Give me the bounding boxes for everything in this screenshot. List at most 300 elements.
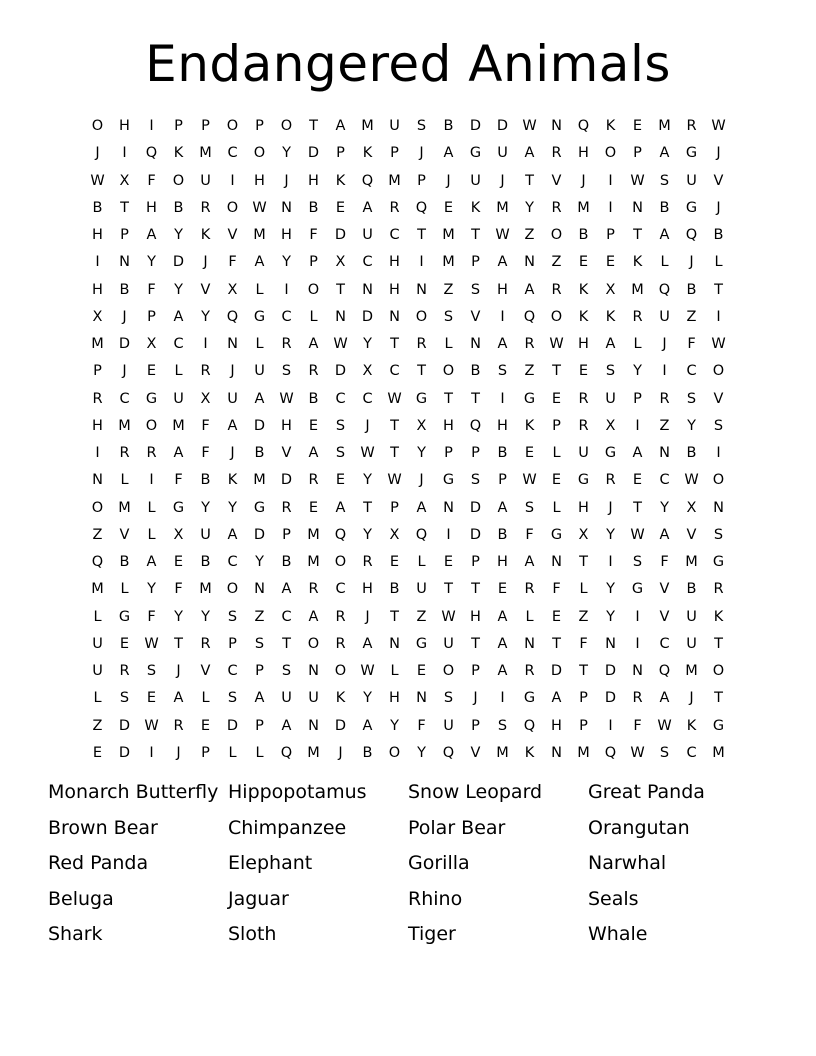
grid-letter: A — [416, 499, 427, 516]
grid-letter: T — [579, 554, 588, 570]
grid-letter: B — [173, 199, 184, 216]
grid-letter: H — [92, 417, 103, 434]
grid-letter: P — [390, 145, 399, 162]
grid-letter: A — [173, 308, 184, 325]
grid-letter: E — [335, 199, 346, 216]
grid-letter: R — [551, 199, 562, 216]
grid-letter: D — [469, 118, 482, 134]
grid-letter: D — [253, 417, 266, 434]
grid-letter: F — [201, 445, 210, 461]
grid-letter: B — [686, 281, 697, 298]
grid-letter: T — [390, 417, 399, 434]
grid-letter: T — [552, 635, 561, 652]
grid-letter: T — [714, 635, 723, 652]
grid-letter: H — [119, 118, 130, 134]
grid-letter: J — [230, 363, 235, 380]
grid-letter: U — [227, 390, 238, 407]
grid-letter: S — [254, 635, 265, 652]
grid-letter: A — [362, 635, 373, 652]
grid-letter: K — [227, 472, 238, 489]
grid-letter: I — [716, 445, 721, 461]
grid-letter: D — [604, 690, 617, 707]
grid-letter: M — [307, 554, 320, 570]
grid-letter: C — [686, 363, 697, 380]
grid-letter: M — [253, 227, 266, 243]
grid-letter: A — [497, 254, 508, 271]
grid-letter: J — [419, 145, 424, 162]
grid-letter: I — [500, 390, 505, 407]
grid-letter: J — [176, 663, 181, 679]
grid-letter: F — [228, 254, 237, 271]
grid-letter: L — [255, 336, 264, 352]
grid-letter: A — [497, 635, 508, 652]
grid-letter: A — [497, 336, 508, 352]
grid-letter: C — [227, 145, 238, 162]
grid-letter: Q — [334, 526, 347, 543]
grid-letter: A — [227, 526, 238, 543]
grid-letter: V — [713, 390, 724, 407]
grid-letter: U — [659, 308, 670, 325]
grid-letter: X — [146, 336, 157, 352]
grid-letter: A — [362, 199, 373, 216]
grid-letter: S — [659, 172, 670, 189]
grid-letter: S — [497, 717, 508, 734]
grid-letter: H — [92, 281, 103, 298]
grid-letter: I — [95, 445, 100, 461]
grid-letter: F — [147, 608, 156, 625]
grid-letter: S — [146, 663, 157, 679]
grid-letter: O — [145, 417, 158, 434]
grid-letter: P — [174, 118, 183, 134]
grid-letter: X — [200, 390, 211, 407]
word-list-item: Shark — [48, 923, 103, 945]
grid-letter: D — [550, 663, 563, 679]
grid-letter: H — [578, 336, 589, 352]
grid-letter: A — [659, 145, 670, 162]
grid-letter: M — [658, 118, 671, 134]
grid-letter: A — [146, 227, 157, 243]
grid-letter: E — [551, 390, 562, 407]
grid-letter: P — [579, 717, 588, 734]
grid-letter: P — [579, 690, 588, 707]
grid-letter: D — [118, 336, 131, 352]
grid-letter: U — [200, 526, 211, 543]
grid-letter: W — [279, 390, 294, 407]
grid-letter: T — [282, 635, 291, 652]
grid-letter: N — [227, 336, 238, 352]
grid-letter: M — [118, 417, 131, 434]
grid-letter: O — [442, 663, 455, 679]
grid-letter: D — [118, 717, 131, 734]
grid-letter: P — [633, 145, 642, 162]
grid-letter: J — [122, 308, 127, 325]
grid-letter: H — [470, 608, 481, 625]
grid-letter: Y — [417, 744, 426, 761]
grid-letter: G — [604, 445, 617, 461]
grid-letter: W — [252, 199, 267, 216]
grid-letter: U — [362, 227, 373, 243]
grid-letter: P — [255, 663, 264, 679]
grid-letter: L — [174, 363, 183, 380]
grid-letter: M — [496, 744, 509, 761]
grid-letter: O — [280, 118, 293, 134]
grid-letter: U — [254, 363, 265, 380]
grid-letter: I — [284, 281, 289, 298]
grid-letter: C — [362, 390, 373, 407]
grid-letter: Z — [524, 227, 535, 243]
grid-letter: H — [497, 417, 508, 434]
grid-letter: N — [524, 635, 535, 652]
grid-letter: K — [605, 118, 616, 134]
grid-letter: I — [716, 308, 721, 325]
word-list-item: Monarch Butterfly — [48, 781, 219, 803]
grid-letter: Q — [658, 663, 671, 679]
grid-letter: Q — [523, 717, 536, 734]
grid-letter: L — [147, 526, 156, 543]
grid-letter: V — [227, 227, 238, 243]
grid-letter: U — [497, 145, 508, 162]
word-list-item: Beluga — [48, 887, 114, 910]
grid-letter: J — [446, 172, 451, 189]
grid-letter: H — [551, 717, 562, 734]
grid-letter: Q — [604, 744, 617, 761]
grid-letter: C — [389, 227, 400, 243]
grid-letter: Y — [201, 308, 210, 325]
grid-letter: D — [334, 363, 347, 380]
grid-letter: U — [443, 635, 454, 652]
grid-letter: I — [149, 472, 154, 489]
grid-letter: G — [523, 390, 536, 407]
grid-letter: N — [308, 663, 319, 679]
grid-letter: W — [360, 445, 375, 461]
grid-letter: Y — [147, 254, 156, 271]
grid-letter: A — [443, 145, 454, 162]
grid-letter: E — [173, 554, 184, 570]
grid-letter: L — [552, 445, 561, 461]
grid-letter: W — [630, 172, 645, 189]
grid-letter: T — [714, 281, 723, 298]
grid-letter: Y — [201, 608, 210, 625]
word-list-item: Seals — [588, 887, 639, 910]
grid-letter: T — [714, 690, 723, 707]
grid-letter: L — [147, 499, 156, 516]
grid-letter: C — [119, 390, 130, 407]
grid-letter: V — [470, 308, 481, 325]
grid-letter: U — [308, 690, 319, 707]
grid-letter: Y — [633, 363, 642, 380]
grid-letter: Z — [416, 608, 427, 625]
grid-letter: T — [552, 363, 561, 380]
grid-letter: R — [281, 499, 292, 516]
grid-letter: K — [605, 308, 616, 325]
grid-letter: J — [662, 336, 667, 352]
grid-letter: B — [686, 581, 697, 598]
grid-letter: S — [281, 363, 292, 380]
grid-letter: J — [581, 172, 586, 189]
grid-letter: R — [92, 390, 103, 407]
grid-letter: O — [226, 199, 239, 216]
grid-letter: Y — [363, 336, 372, 352]
grid-letter: S — [713, 417, 724, 434]
grid-letter: V — [470, 744, 481, 761]
grid-letter: I — [122, 145, 127, 162]
grid-letter: J — [176, 744, 181, 761]
grid-letter: Q — [415, 526, 428, 543]
grid-letter: P — [309, 254, 318, 271]
grid-letter: L — [228, 744, 237, 761]
grid-letter: O — [172, 172, 185, 189]
grid-letter: E — [443, 199, 454, 216]
grid-letter: S — [335, 445, 346, 461]
grid-letter: P — [417, 172, 426, 189]
grid-letter: J — [689, 690, 694, 707]
grid-letter: Z — [524, 363, 535, 380]
grid-letter: S — [524, 499, 535, 516]
grid-letter: N — [416, 281, 427, 298]
grid-letter: B — [389, 581, 400, 598]
grid-letter: B — [308, 199, 319, 216]
grid-letter: A — [551, 690, 562, 707]
grid-letter: M — [199, 145, 212, 162]
grid-letter: D — [118, 744, 131, 761]
grid-letter: Q — [361, 172, 374, 189]
grid-letter: L — [120, 581, 129, 598]
grid-letter: Z — [686, 308, 697, 325]
grid-letter: I — [608, 554, 613, 570]
grid-letter: E — [632, 118, 643, 134]
grid-letter: F — [579, 635, 588, 652]
grid-letter: R — [308, 363, 319, 380]
grid-letter: A — [524, 145, 535, 162]
grid-letter: H — [389, 254, 400, 271]
grid-letter: A — [335, 499, 346, 516]
grid-letter: H — [578, 145, 589, 162]
grid-letter: F — [174, 472, 183, 489]
grid-letter: B — [119, 554, 130, 570]
grid-letter: M — [361, 118, 374, 134]
grid-letter: G — [118, 608, 131, 625]
grid-letter: S — [119, 690, 130, 707]
grid-letter: D — [604, 663, 617, 679]
grid-letter: P — [444, 445, 453, 461]
grid-letter: E — [146, 690, 157, 707]
grid-letter: R — [659, 390, 670, 407]
grid-letter: R — [173, 717, 184, 734]
grid-letter: J — [284, 172, 289, 189]
grid-letter: E — [308, 417, 319, 434]
grid-letter: X — [119, 172, 130, 189]
word-list-item: Snow Leopard — [408, 781, 543, 803]
grid-letter: C — [389, 363, 400, 380]
grid-letter: C — [659, 472, 670, 489]
grid-letter: S — [335, 417, 346, 434]
grid-letter: F — [633, 717, 642, 734]
grid-letter: G — [415, 635, 428, 652]
grid-letter: D — [280, 472, 293, 489]
grid-letter: H — [92, 227, 103, 243]
grid-letter: G — [712, 717, 725, 734]
grid-letter: R — [200, 635, 211, 652]
grid-letter: T — [444, 390, 453, 407]
grid-letter: R — [281, 336, 292, 352]
grid-letter: H — [146, 199, 157, 216]
grid-letter: T — [471, 581, 480, 598]
grid-letter: S — [227, 608, 238, 625]
grid-letter: G — [577, 472, 590, 489]
grid-letter: R — [200, 363, 211, 380]
grid-letter: A — [308, 336, 319, 352]
grid-letter: B — [578, 227, 589, 243]
grid-letter: A — [146, 554, 157, 570]
grid-letter: R — [578, 390, 589, 407]
grid-letter: N — [470, 336, 481, 352]
grid-letter: D — [172, 254, 185, 271]
grid-letter: I — [608, 717, 613, 734]
grid-letter: X — [227, 281, 238, 298]
grid-letter: V — [659, 608, 670, 625]
grid-letter: I — [635, 417, 640, 434]
grid-letter: N — [632, 199, 643, 216]
grid-letter: F — [309, 227, 318, 243]
grid-letter: P — [120, 227, 129, 243]
grid-letter: G — [685, 199, 698, 216]
grid-letter: I — [500, 308, 505, 325]
grid-letter: W — [630, 526, 645, 543]
grid-letter: R — [200, 199, 211, 216]
grid-letter: G — [442, 472, 455, 489]
grid-letter: N — [389, 635, 400, 652]
grid-letter: X — [389, 526, 400, 543]
grid-letter: O — [415, 308, 428, 325]
grid-letter: R — [416, 336, 427, 352]
grid-letter: L — [120, 472, 129, 489]
grid-letter: I — [149, 118, 154, 134]
grid-letter: S — [416, 118, 427, 134]
grid-letter: W — [684, 472, 699, 489]
grid-letter: T — [471, 635, 480, 652]
grid-letter: Y — [228, 499, 237, 516]
grid-letter: L — [714, 254, 723, 271]
grid-letter: R — [524, 663, 535, 679]
grid-letter: O — [712, 472, 725, 489]
grid-letter: E — [578, 254, 589, 271]
grid-letter: U — [578, 445, 589, 461]
grid-letter: S — [443, 308, 454, 325]
grid-letter: E — [551, 608, 562, 625]
grid-letter: N — [281, 199, 292, 216]
grid-letter: O — [550, 308, 563, 325]
grid-letter: L — [552, 499, 561, 516]
grid-letter: L — [579, 581, 588, 598]
grid-letter: Y — [390, 717, 399, 734]
grid-letter: Y — [687, 417, 696, 434]
grid-letter: W — [333, 336, 348, 352]
grid-letter: E — [119, 635, 130, 652]
grid-letter: A — [659, 227, 670, 243]
grid-letter: N — [92, 472, 103, 489]
grid-letter: E — [632, 472, 643, 489]
grid-letter: H — [443, 417, 454, 434]
grid-letter: O — [226, 118, 239, 134]
grid-letter: D — [334, 717, 347, 734]
grid-letter: D — [469, 526, 482, 543]
grid-letter: N — [416, 690, 427, 707]
grid-letter: U — [173, 390, 184, 407]
grid-letter: Y — [363, 690, 372, 707]
grid-letter: K — [470, 199, 481, 216]
grid-letter: J — [716, 199, 721, 216]
grid-letter: D — [226, 717, 239, 734]
grid-letter: L — [93, 608, 102, 625]
grid-letter: F — [660, 554, 669, 570]
grid-letter: R — [551, 281, 562, 298]
grid-letter: V — [119, 526, 130, 543]
grid-letter: W — [387, 390, 402, 407]
grid-letter: T — [174, 635, 183, 652]
grid-letter: I — [608, 199, 613, 216]
grid-letter: E — [605, 254, 616, 271]
grid-letter: F — [552, 581, 561, 598]
grid-letter: X — [92, 308, 103, 325]
grid-letter: A — [659, 690, 670, 707]
grid-letter: U — [200, 172, 211, 189]
grid-letter: K — [713, 608, 724, 625]
grid-letter: Z — [578, 608, 589, 625]
grid-letter: T — [417, 227, 426, 243]
grid-letter: R — [605, 472, 616, 489]
grid-letter: J — [365, 417, 370, 434]
grid-letter: Q — [685, 227, 698, 243]
grid-letter: M — [685, 554, 698, 570]
grid-letter: W — [630, 744, 645, 761]
grid-letter: L — [255, 281, 264, 298]
grid-letter: Y — [174, 281, 183, 298]
grid-letter: I — [608, 172, 613, 189]
grid-letter: K — [200, 227, 211, 243]
grid-letter: S — [605, 363, 616, 380]
grid-letter: R — [686, 118, 697, 134]
grid-letter: G — [712, 554, 725, 570]
grid-letter: B — [659, 199, 670, 216]
grid-letter: X — [578, 526, 589, 543]
grid-letter: I — [662, 363, 667, 380]
grid-letter: P — [201, 744, 210, 761]
grid-letter: P — [201, 118, 210, 134]
grid-letter: V — [659, 581, 670, 598]
grid-letter: I — [230, 172, 235, 189]
grid-letter: G — [550, 526, 563, 543]
grid-letter: V — [281, 445, 292, 461]
grid-letter: X — [605, 417, 616, 434]
grid-letter: A — [254, 390, 265, 407]
grid-letter: B — [443, 118, 454, 134]
grid-letter: R — [362, 554, 373, 570]
grid-letter: P — [255, 717, 264, 734]
grid-letter: P — [336, 145, 345, 162]
grid-letter: S — [713, 526, 724, 543]
grid-letter: K — [578, 308, 589, 325]
grid-letter: H — [281, 417, 292, 434]
grid-letter: P — [390, 499, 399, 516]
grid-letter: I — [635, 608, 640, 625]
grid-letter: Z — [92, 717, 103, 734]
grid-letter: N — [335, 308, 346, 325]
grid-letter: W — [522, 118, 537, 134]
grid-letter: C — [686, 744, 697, 761]
grid-letter: P — [552, 417, 561, 434]
grid-letter: F — [525, 526, 534, 543]
grid-letter: E — [497, 581, 508, 598]
